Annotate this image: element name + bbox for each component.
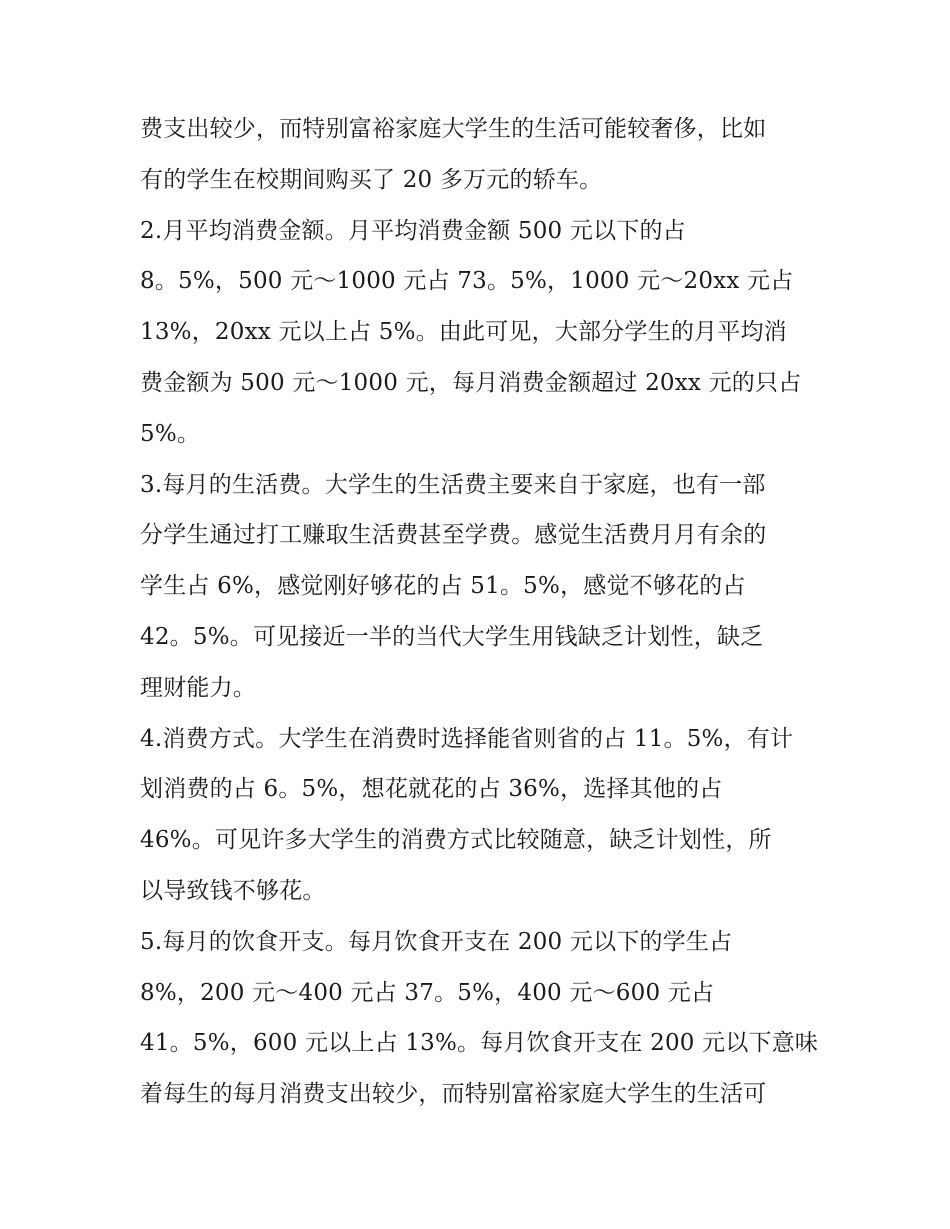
text-line: 理财能力。: [140, 674, 256, 701]
text-line: 着每生的每月消费支出较少，而特别富裕家庭大学生的生活可: [140, 1081, 767, 1108]
text-line: 学生占 6%，感觉刚好够花的占 51。5%，感觉不够花的占: [140, 573, 746, 600]
text-line: 46%。可见许多大学生的消费方式比较随意，缺乏计划性，所: [140, 827, 772, 854]
text-line: 2.月平均消费金额。月平均消费金额 500 元以下的占: [140, 217, 686, 244]
text-line: 5.每月的饮食开支。每月饮食开支在 200 元以下的学生占: [140, 928, 733, 955]
text-line: 13%，20xx 元以上占 5%。由此可见，大部分学生的月平均消: [140, 319, 787, 346]
text-line: 5%。: [140, 420, 201, 447]
text-line: 有的学生在校期间购买了 20 多万元的轿车。: [140, 166, 603, 193]
text-line: 8。5%，500 元～1000 元占 73。5%，1000 元～20xx 元占: [140, 268, 794, 295]
text-line: 划消费的占 6。5%，想花就花的占 36%，选择其他的占: [140, 776, 723, 803]
text-line: 8%，200 元～400 元占 37。5%，400 元～600 元占: [140, 979, 715, 1006]
body-text: [140, 104, 840, 1120]
text-line: 费金额为 500 元～1000 元，每月消费金额超过 20xx 元的只占: [140, 369, 802, 396]
text-line: 3.每月的生活费。大学生的生活费主要来自于家庭，也有一部: [140, 471, 766, 498]
text-line: 42。5%。可见接近一半的当代大学生用钱缺乏计划性，缺乏: [140, 623, 764, 650]
text-line: 41。5%，600 元以上占 13%。每月饮食开支在 200 元以下意味: [140, 1030, 819, 1057]
text-line: 分学生通过打工赚取生活费甚至学费。感觉生活费月月有余的: [140, 522, 767, 549]
text-line: 费支出较少，而特别富裕家庭大学生的生活可能较奢侈，比如: [140, 116, 767, 142]
text-line: 4.消费方式。大学生在消费时选择能省则省的占 11。5%，有计: [140, 725, 794, 752]
text-line: 以导致钱不够花。: [140, 877, 326, 904]
